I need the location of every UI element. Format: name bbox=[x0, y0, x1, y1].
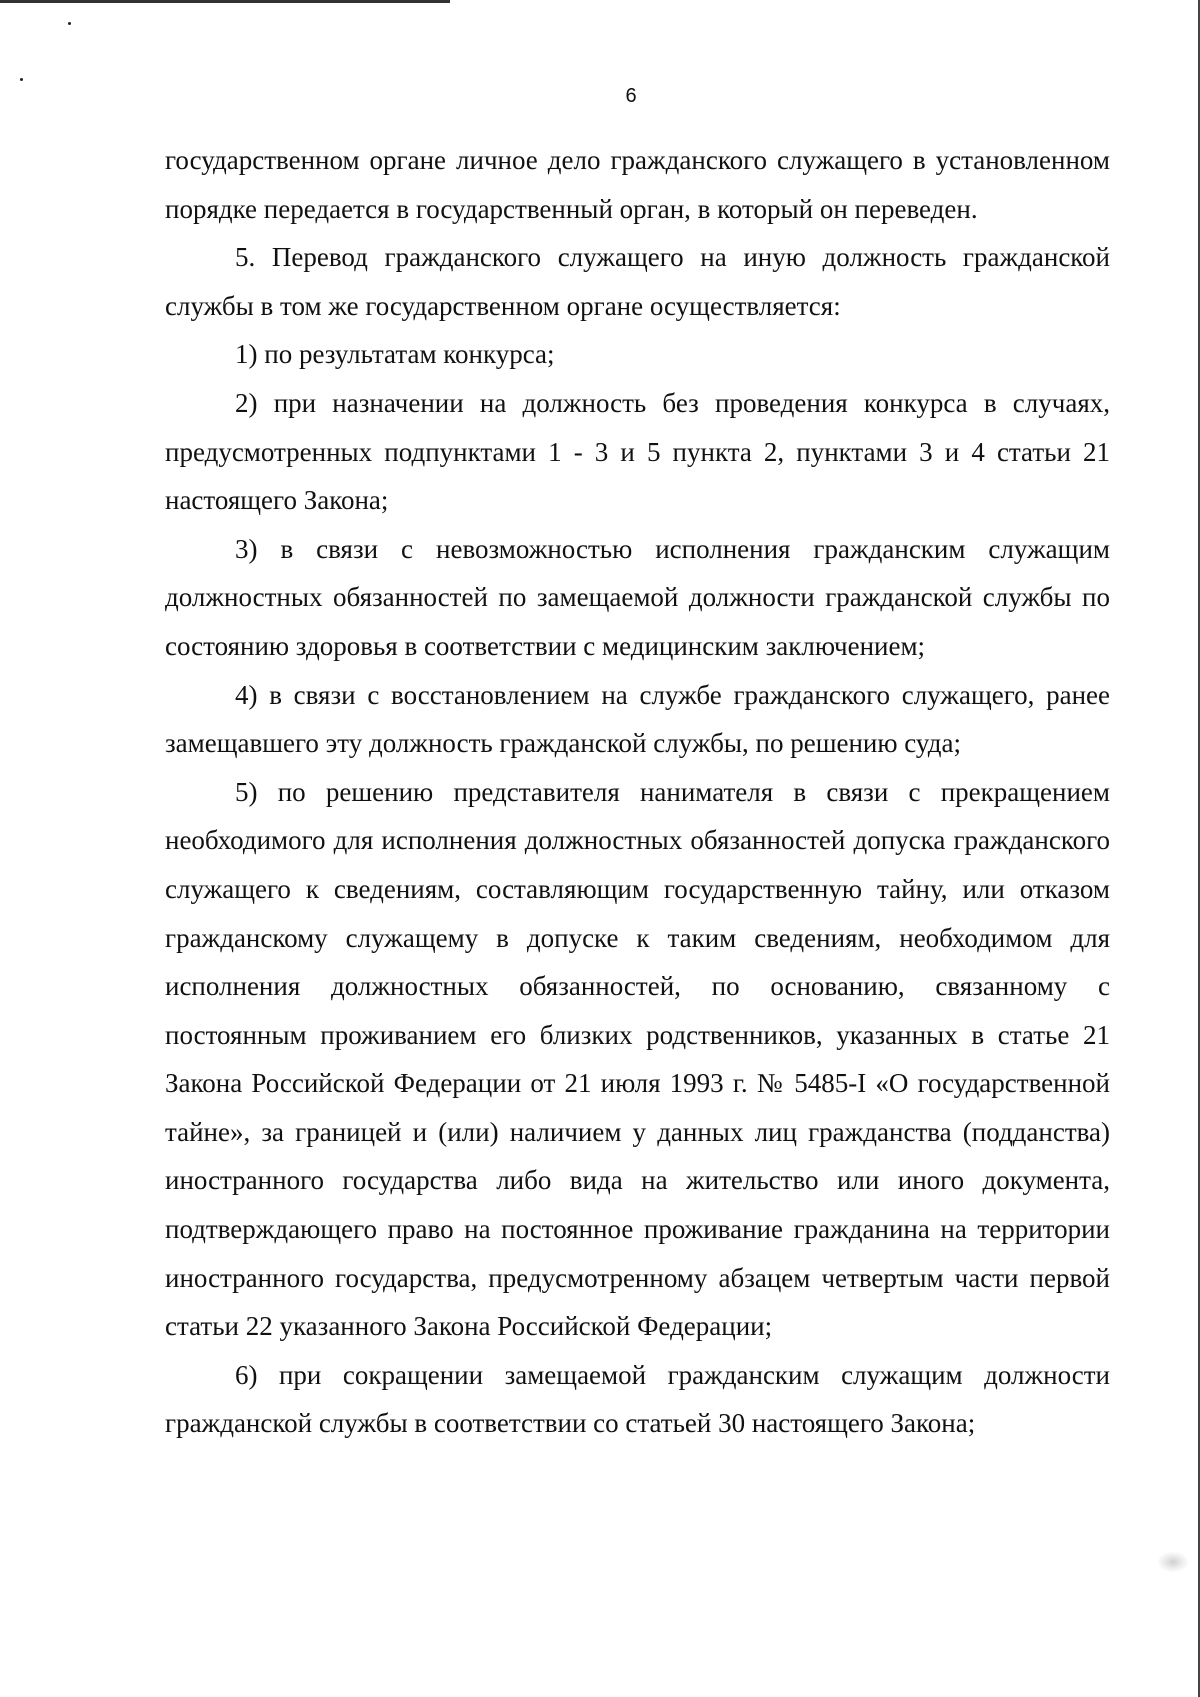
paragraph-subitem-4: 4) в связи с восстановлением на службе гражданского служащего, ранее замещавшего эту должность гражданской службы, по решению суда; bbox=[165, 679, 1110, 759]
paragraph-subitem-5: 5) по решению представителя нанимателя в связи с прекращением необходимого для исполнения должностных обязанностей допуска гражданского служащего к сведениям, составляющим государственную тайну, или отказом гражданскому служащему в допуске к таким сведениям, необходимом для исполнения должностных обязанностей, по основанию, связанному с постоянным проживанием его близких родственников, указанных в статье 21 Закона Российской Федерации от 21 июля 1993 г. № 5485-I «О государственной тайне», за границей и (или) наличием у данных лиц гражданства (подданства) иностранного государства либо вида на жительство или иного документа, подтверждающего право на постоянное проживание гражданина на территории иностранного государства, предусмотренному абзацем четвертым части первой статьи 22 указанного Закона Российской Федерации; bbox=[165, 776, 1110, 1342]
paragraph-subitem-6: 6) при сокращении замещаемой гражданским служащим должности гражданской службы в соответствии со статьей 30 настоящего Закона; bbox=[165, 1359, 1110, 1439]
paragraph-subitem-3: 3) в связи с невозможностью исполнения гражданским служащим должностных обязанностей по замещаемой должности гражданской службы по состоянию здоровья в соответствии с медицинским заключением; bbox=[165, 533, 1110, 661]
paragraph-subitem-2: 2) при назначении на должность без проведения конкурса в случаях, предусмотренных подпунктами 1 - 3 и 5 пункта 2, пунктами 3 и 4 статьи 21 настоящего Закона; bbox=[165, 387, 1110, 516]
scan-smudge bbox=[1158, 1552, 1188, 1572]
scan-edge-top bbox=[0, 0, 450, 3]
page-number: 6 bbox=[625, 85, 637, 107]
scan-speck bbox=[20, 78, 23, 81]
scan-speck bbox=[68, 22, 71, 25]
paragraph-subitem-1: 1) по результатам конкурса; bbox=[235, 339, 555, 370]
paragraph-continuation: государственном органе личное дело гражданского служащего в установленном порядке передается в государственный орган, в который он переведен. bbox=[165, 145, 1110, 224]
document-body bbox=[165, 136, 1110, 1448]
paragraph-item-5: 5. Перевод гражданского служащего на иную должность гражданской службы в том же государственном органе осуществляется: bbox=[165, 242, 1110, 321]
